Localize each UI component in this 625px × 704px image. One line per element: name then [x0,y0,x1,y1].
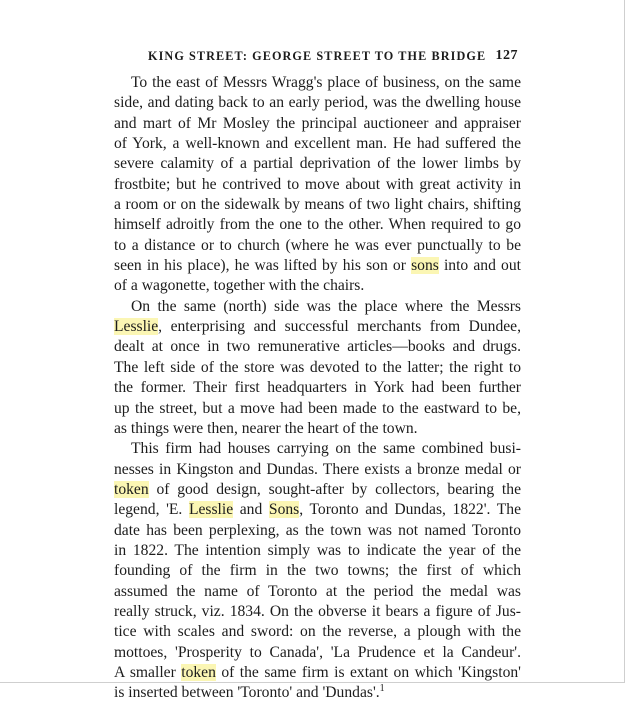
page-number: 127 [495,48,518,63]
highlighted-term: Lesslie [114,318,159,336]
text-segment: seen in his place), he was lifted by his son or [114,257,412,275]
text-segment: frostbite; but he contrived to move about with great activity in [114,175,521,193]
text-line [114,399,521,419]
text-segment: of the same firm is extant on which 'Kingston' [215,663,521,681]
text-line [114,419,521,439]
text-segment: side, and dating back to an early period, was the dwelling house [114,94,521,112]
text-segment: dealt at once in two remunerative articles—books and drugs. [114,338,521,356]
text-line [114,114,521,134]
highlighted-term: token [114,480,149,498]
text-segment: into and out [438,257,521,275]
body-text [114,73,521,704]
text-line [114,683,521,703]
text-segment: nesses in Kingston and Dundas. There exists a bronze medal or [114,460,521,478]
text-line [114,460,521,480]
text-line [114,500,521,520]
text-line [114,276,521,296]
text-line [114,521,521,541]
text-line [114,297,521,317]
highlighted-term: sons [411,257,439,275]
text-segment: On the same (north) side was the place where the Messrs [131,297,521,315]
text-line [114,602,521,622]
text-line [114,236,521,256]
text-segment: mottoes, 'Prosperity to Canada', 'La Prudence et la Candeur'. [114,643,521,661]
text-segment: a room or on the sidewalk by means of two light chairs, shifting [114,196,521,214]
text-segment: of a wagonette, together with the chairs. [114,277,365,295]
footnote-marker: 1 [379,683,385,695]
highlighted-term: Sons [268,501,300,519]
text-line [114,195,521,215]
text-segment: tice with scales and sword: on the reverse, a plough with the [114,623,521,641]
text-segment: himself adroitly from the one to the other. When required to go [114,216,521,234]
text-segment: is inserted between 'Toronto' and 'Dundas'. [114,684,380,702]
text-line [114,317,521,337]
text-line [114,541,521,561]
text-line [114,337,521,357]
chapter-title: KING STREET: GEORGE STREET TO THE BRIDGE [148,49,487,63]
text-segment: severe calamity of a partial deprivation of the lower limbs by [114,155,521,173]
text-segment: and mart of Mr Mosley the principal auctioneer and appraiser [114,114,521,132]
highlighted-term: token [181,663,216,681]
text-segment: to a distance or to church (where he was ever punctually to be [114,236,521,254]
text-line [114,663,521,683]
text-line [114,175,521,195]
text-segment: assumed the name of Toronto at the period the medal was [114,582,521,600]
text-line [114,154,521,174]
text-segment: of good design, sought-after by collectors, bearing the [148,480,521,498]
text-segment: up the street, but a move had been made to the eastward to be, [114,399,521,417]
text-segment: This firm had houses carrying on the same combined busi- [131,440,521,458]
text-segment: the former. Their first headquarters in York had been further [114,379,521,397]
text-line [114,378,521,398]
text-segment: founding of the firm in the two towns; the first of which [114,562,521,580]
highlighted-term: Lesslie [188,501,234,519]
text-line [114,93,521,113]
text-line [114,643,521,663]
text-line [114,439,521,459]
text-line [114,73,521,93]
text-segment: The left side of the store was devoted to the latter; the right to [114,358,521,376]
text-segment: A smaller [114,663,182,681]
text-line [114,358,521,378]
text-segment: , Toronto and Dundas, 1822'. The [299,501,522,519]
text-segment: as things were then, nearer the heart of the town. [114,419,418,437]
text-segment: , enterprising and successful merchants from Dundee, [158,318,521,336]
text-segment: of York, a well-known and excellent man. He had suffered the [114,135,521,153]
text-line [114,480,521,500]
text-segment: in 1822. The intention simply was to indicate the year of the [114,541,521,559]
text-line [114,582,521,602]
text-segment: To the east of Messrs Wragg's place of business, on the same [131,74,521,91]
text-line [114,622,521,642]
text-line [114,561,521,581]
text-segment: date has been perplexing, as the town was not named Toronto [114,521,521,539]
text-line [114,134,521,154]
text-line [114,256,521,276]
text-segment: and [233,501,269,519]
text-segment: really struck, viz. 1834. On the obverse it bears a figure of Jus- [114,602,521,620]
text-line [114,215,521,235]
text-segment: legend, 'E. [114,501,189,519]
